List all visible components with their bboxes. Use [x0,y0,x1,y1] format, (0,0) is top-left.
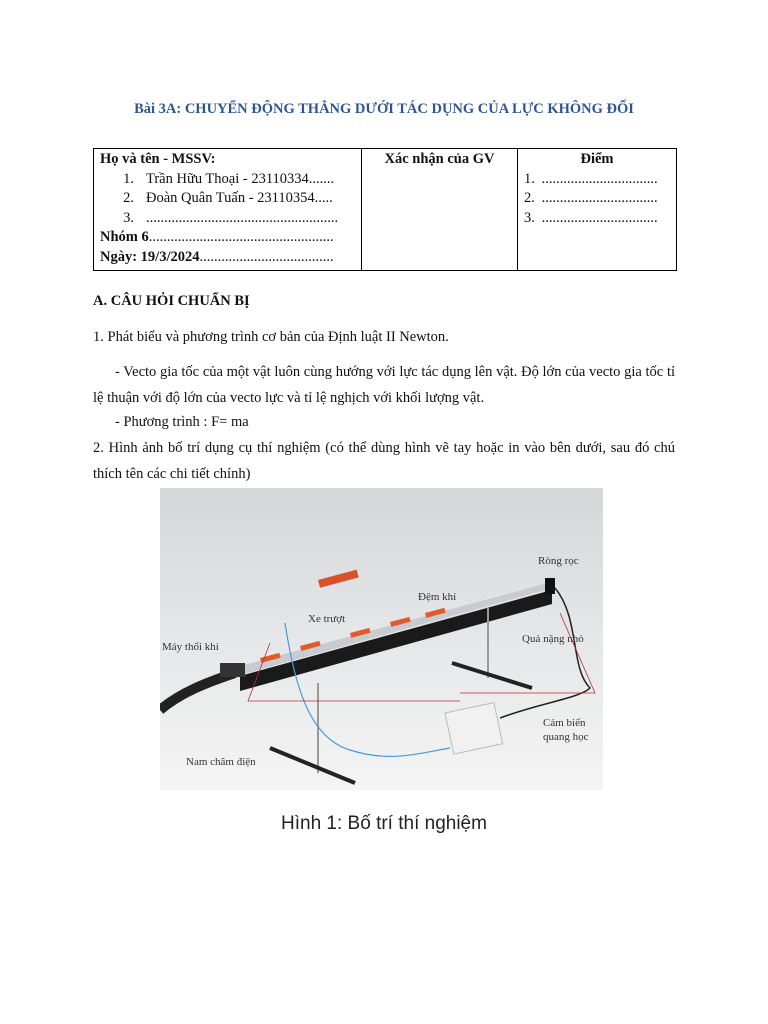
members-header: Họ và tên - MSSV: [100,151,216,167]
pulley-shape [545,578,555,594]
score-row: 1. ................................ [524,170,658,187]
question-1: 1. Phát biểu và phương trình cơ bản của Định luật II Newton. [93,329,449,345]
label-air-cushion: Đệm khí [418,591,457,603]
members-cell [94,149,362,271]
answer-1-equation: - Phương trình : F= ma [115,414,249,430]
score-row: 3. ................................ [524,209,658,226]
teacher-confirm-header: Xác nhận của GV [384,151,495,167]
experiment-photo [160,488,603,790]
member-row: 2. Đoàn Quân Tuấn - 23110354..... [123,190,333,206]
label-sensor-line1: Cảm biến [543,717,586,729]
score-row: 2. ................................ [524,190,658,206]
label-weight: Quả nặng nhỏ [522,633,584,645]
date-row: Ngày: 19/3/2024..................................... [100,248,334,265]
section-heading: A. CÂU HỎI CHUẨN BỊ [93,293,250,309]
score-cell [518,149,677,271]
member-row: 3. ..................................................... [123,209,339,226]
teacher-confirm-cell [362,149,518,271]
label-sensor-line2: quang học [543,731,589,743]
document-title: Bài 3A: CHUYỂN ĐỘNG THẲNG DƯỚI TÁC DỤNG CỦA LỰC KHÔNG ĐỔI [134,101,634,117]
question-2: 2. Hình ảnh bố trí dụng cụ thí nghiệm (có thể dùng hình vẽ tay hoặc in vào bên dưới, sau đó chú thích tên các chi tiết chính) [93,440,675,482]
figure-caption: Hình 1: Bố trí thí nghiệm [281,813,487,834]
group-row: Nhóm 6................................................... [100,229,334,245]
label-magnet: Nam châm điện [186,756,256,768]
label-pulley: Ròng rọc [538,555,579,567]
info-table [93,148,677,271]
label-blower: Máy thổi khí [162,641,219,653]
answer-1-text: - Vecto gia tốc của một vật luôn cùng hướng với lực tác dụng lên vật. Độ lớn của vecto gia tốc tỉ lệ thuận với độ lớn của vecto lực và tỉ lệ nghịch với khối lượng vật. [93,364,675,406]
score-header: Điểm [580,151,614,167]
member-row: 1. Trần Hữu Thoại - 23110334....... [123,170,335,187]
label-cart: Xe trượt [308,613,346,625]
